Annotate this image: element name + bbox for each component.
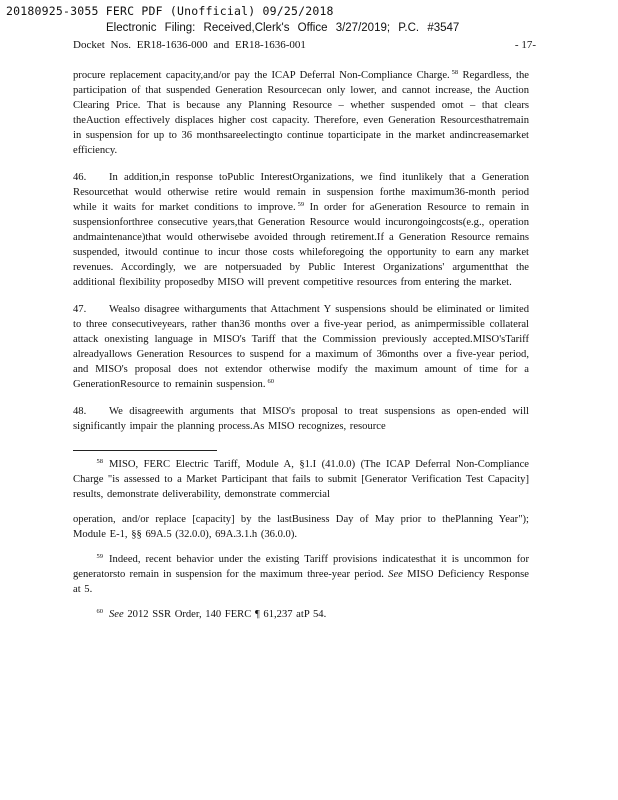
paragraph-text: We disagreewith arguments that MISO's proposal to treat suspensions as open-ended will significantly impair the planning process.As MISO recognizes, resource — [73, 406, 529, 432]
footnote-reference: 60 — [267, 378, 274, 385]
footnote-text: Indeed, recent behavior under the existing Tariff provisions indicatesthat it is uncommon for generatorsto remain in suspension for the maximum three-year period. — [73, 554, 529, 580]
paragraph-text: Wealso disagree witharguments that Attachment Y suspensions should be eliminated or limited to three consecutiveyears, rather than36 months over a five-year period, as animpermissible collateral attack onexisting language in MISO's Tariff that the Commission previously accepted.MISO'sTariff alreadyallows Generation Resources to suspend for a maximum of 36months over a five-year period, and MISO's proposal does not extendor otherwise modify the maximum amount of time for a GenerationResource to remainin suspension. — [73, 304, 529, 390]
footnote-divider — [73, 450, 217, 451]
footnote-60 — [73, 607, 529, 622]
footnote-text: operation, and/or replace [capacity] by the lastBusiness Day of May prior to thePlanning Year"); Module E-1, §§ 69A.5 (32.0.0), 69A.3.1.h (36.0.0). — [73, 514, 529, 540]
paragraph-47 — [73, 302, 529, 392]
footnote-text: MISO Deficiency Response at 5. — [73, 569, 530, 595]
footnote-text: MISO, FERC Electric Tariff, Module A, §1.I (41.0.0) (The ICAP Deferral Non-Compliance Charge "is assessed to a Market Participant that fails to submit [Generator Verification Test Capacity] results, demonstrate deliverability, demonstrate commercial — [73, 459, 529, 500]
footnote-reference: 58 — [451, 69, 459, 76]
paragraph-number: 46. — [73, 172, 87, 183]
paragraph-text: In addition,in response toPublic InterestOrganizations, we find itunlikely that a Generation Resourcethat would otherwise retire would remain in suspension forthe maximum36-month period while it waits for market conditions to improve. — [73, 172, 529, 213]
paragraph-text-tail: Regardless, the participation of that suspended Generation Resourcecan only lower, and cannot increase, the Auction Clearing Price. That is because any Planning Resource – whether suspended omot – that clears theAuction effectively displaces higher cost capacity. Therefore, even Generation Resourcesthatremain in suspension for up to 36 monthsareelectingto continue toparticipate in the market andincreasemarket efficiency. — [73, 70, 529, 156]
footnote-58-continued — [73, 512, 529, 542]
footnote-59 — [73, 552, 529, 597]
efiling-header: Electronic Filing: Received,Clerk's Office 3/27/2019; P.C. #3547 — [106, 22, 460, 34]
paragraph-number: 47. — [73, 304, 87, 315]
paragraph-46 — [73, 170, 529, 290]
page-number: - 17- — [514, 39, 536, 51]
see-signal: See — [388, 569, 403, 580]
footnote-number: 59 — [96, 553, 103, 560]
paragraph-text: procure replacement capacity,and/or pay the ICAP Deferral Non-Compliance Charge. — [73, 70, 450, 81]
footnote-58 — [73, 457, 529, 502]
footnote-number: 58 — [96, 458, 103, 465]
ferc-stamp: 20180925-3055 FERC PDF (Unofficial) 09/25/2018 — [6, 4, 334, 18]
paragraph-continuation — [73, 68, 529, 158]
footnote-number: 60 — [96, 608, 103, 615]
paragraph-text-tail: In order for aGeneration Resource to remain in suspensionforthree consecutive years,that Generation Resource would incurongoingcosts(e.g., operation andmaintenance)that would otherwisebe avoided through retirement.If a Generation Resource remains suspended, itwould continue to incur those costs whileforegoing the opportunity to earn any market revenues. Accordingly, we are notpersuaded by Public Interest Organizations' argumentthat the additional flexibility proposedby MISO will prevent competitive resources from entering the market. — [73, 202, 529, 288]
paragraph-number: 48. — [73, 406, 87, 417]
document-body — [73, 68, 529, 632]
see-signal: See — [109, 609, 124, 620]
docket-line: Docket Nos. ER18-1636-000 and ER18-1636-001 — [73, 39, 306, 51]
paragraph-48 — [73, 404, 529, 434]
footnote-text: 2012 SSR Order, 140 FERC ¶ 61,237 atP 54. — [127, 609, 327, 620]
footnote-reference: 59 — [297, 201, 305, 208]
